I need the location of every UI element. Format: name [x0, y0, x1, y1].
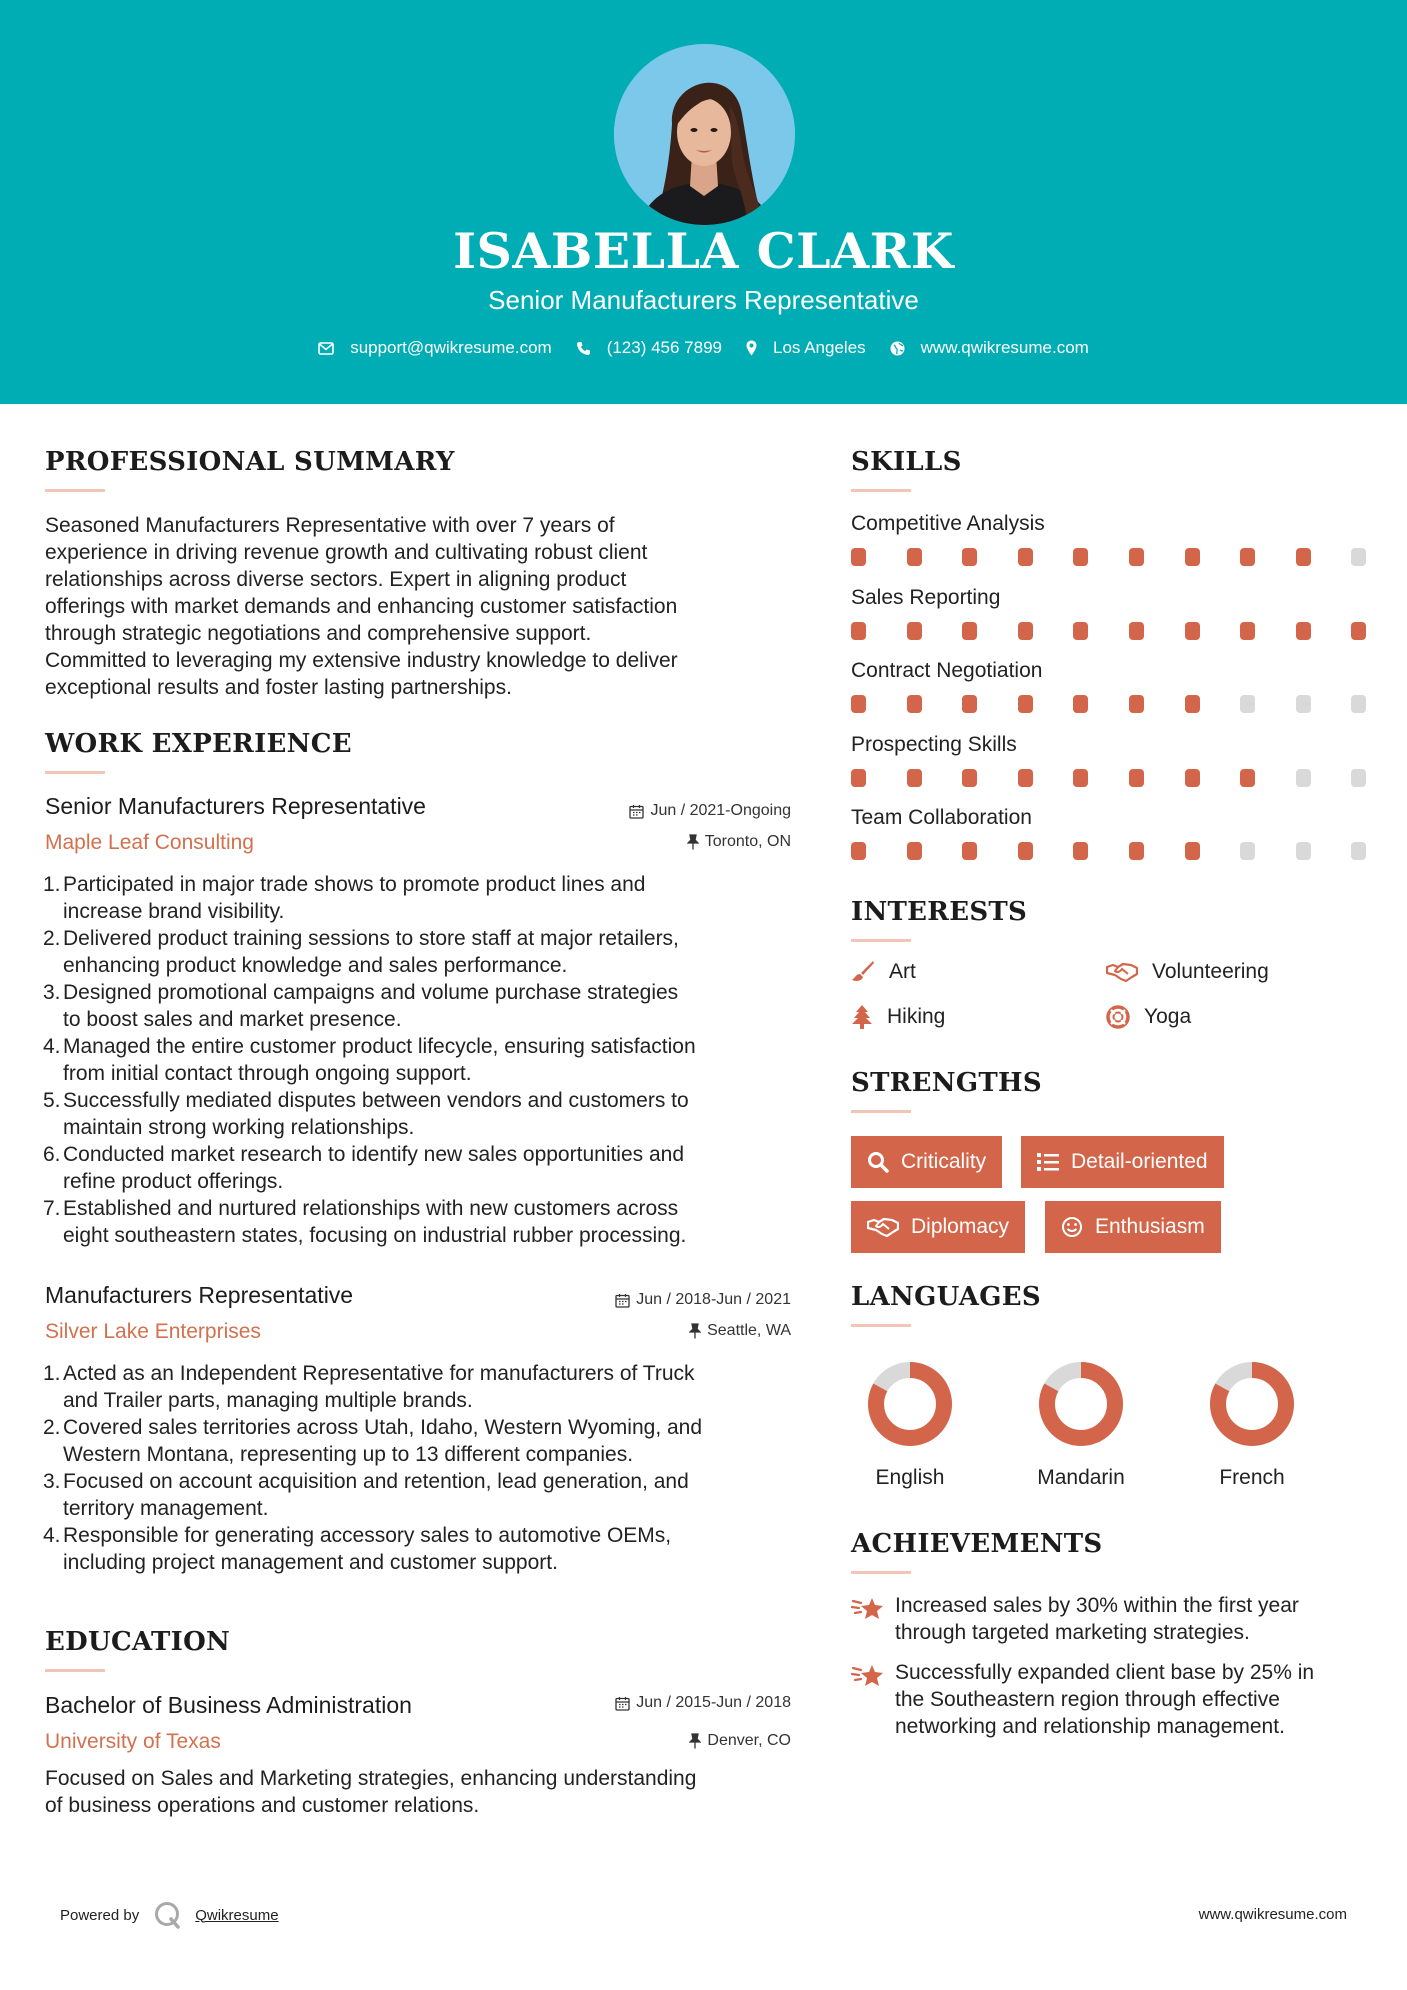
handshake-icon: [1106, 961, 1138, 983]
list-line: enhancing product knowledge and sales performance.: [63, 954, 568, 977]
achievement-line: networking and relationship management.: [895, 1715, 1285, 1738]
skill-name: Prospecting Skills: [851, 732, 1017, 756]
language-donut: [1218, 1370, 1286, 1438]
skill-dot: [1351, 548, 1366, 566]
phone-icon: [576, 341, 591, 356]
language-name: French: [1219, 1466, 1285, 1489]
language-proficiency-charts: [851, 1357, 1371, 1457]
strength-tag: [1021, 1136, 1224, 1188]
list-line: Responsible for generating accessory sales to automotive OEMs,: [63, 1524, 672, 1547]
school-name: University of Texas: [45, 1730, 221, 1753]
list-number: 4.: [43, 1035, 61, 1058]
skill-dot: [1351, 769, 1366, 787]
list-line: Designed promotional campaigns and volume purchase strategies: [63, 981, 679, 1004]
degree-title: Bachelor of Business Administration: [45, 1692, 412, 1718]
skill-dot: [1296, 622, 1311, 640]
list-line: maintain strong working relationships.: [63, 1116, 415, 1139]
list-line: to boost sales and market presence.: [63, 1008, 402, 1031]
skill-dot: [1129, 548, 1144, 566]
summary-text: [45, 512, 785, 701]
list-line: Western Montana, representing up to 13 different companies.: [63, 1443, 634, 1466]
strength-tag: [851, 1201, 1025, 1253]
list-item: [45, 1468, 805, 1522]
pushpin-icon: [689, 1733, 701, 1749]
skill-dot: [1240, 769, 1255, 787]
language-donut: [1047, 1370, 1115, 1438]
skills-heading: SKILLS: [851, 447, 962, 477]
skill-dot: [1018, 769, 1033, 787]
skill-dot: [851, 622, 866, 640]
skill-rating: [851, 842, 1365, 860]
list-item: [45, 925, 805, 979]
footer-website[interactable]: www.qwikresume.com: [1198, 1906, 1347, 1923]
education-dates: [615, 1694, 791, 1712]
skill-dot: [1296, 695, 1311, 713]
list-item: [45, 1522, 805, 1576]
tree-icon: [851, 1005, 873, 1029]
list-line: Covered sales territories across Utah, Idaho, Western Wyoming, and: [63, 1416, 703, 1439]
strength-tag: [1045, 1201, 1221, 1253]
education-dates-text: Jun / 2015-Jun / 2018: [636, 1694, 791, 1711]
achievement-line: Successfully expanded client base by 25% in: [895, 1661, 1315, 1684]
resume-header: [0, 0, 1407, 404]
footer-powered-by: [60, 1900, 279, 1930]
skill-dot: [1240, 622, 1255, 640]
list-icon: [1037, 1152, 1059, 1172]
strength-label: Detail-oriented: [1071, 1150, 1208, 1173]
list-number: 2.: [43, 927, 61, 950]
paintbrush-icon: [851, 960, 875, 984]
skill-dot: [1296, 842, 1311, 860]
achievement-line: the Southeastern region through effective: [895, 1688, 1280, 1711]
job-dates: [615, 1291, 791, 1309]
brand-link[interactable]: Qwikresume: [195, 1906, 279, 1924]
education-line: Focused on Sales and Marketing strategies, enhancing understanding: [45, 1767, 697, 1790]
skill-name: Contract Negotiation: [851, 659, 1043, 682]
list-line: Delivered product training sessions to store staff at major retailers,: [63, 927, 679, 950]
job-duties-list: [45, 1360, 805, 1576]
strengths-heading: STRENGTHS: [851, 1068, 1042, 1098]
interest-yoga: [1106, 1005, 1191, 1029]
skill-dot: [907, 769, 922, 787]
skill-rating: [851, 548, 1365, 566]
experience-heading: WORK EXPERIENCE: [45, 729, 352, 759]
list-item: [45, 1087, 805, 1141]
skill-dot: [851, 548, 866, 566]
skill-dot: [1296, 548, 1311, 566]
profile-photo: [614, 44, 795, 225]
list-item: [45, 1033, 805, 1087]
contact-bar: [0, 338, 1407, 358]
calendar-icon: [615, 1696, 630, 1711]
list-line: territory management.: [63, 1497, 269, 1520]
summary-heading-underline: [45, 489, 105, 492]
skill-dot: [1018, 695, 1033, 713]
summary-line: exceptional results and foster lasting partnerships.: [45, 676, 512, 699]
list-item: [45, 1360, 805, 1414]
skill-dot: [1296, 769, 1311, 787]
skill-dot: [1073, 695, 1088, 713]
interest-label: Yoga: [1144, 1005, 1192, 1028]
job-company: Maple Leaf Consulting: [45, 831, 254, 854]
handshake-icon: [867, 1216, 899, 1238]
list-line: Successfully mediated disputes between vendors and customers to: [63, 1089, 689, 1112]
candidate-name: ISABELLA CLARK: [453, 222, 954, 280]
summary-line: offerings with market demands and enhancing customer satisfaction: [45, 595, 678, 618]
achievements-heading-underline: [851, 1571, 911, 1574]
achievement-line: through targeted marketing strategies.: [895, 1621, 1250, 1644]
skill-dot: [1073, 622, 1088, 640]
globe-icon: [890, 341, 905, 356]
skill-dot: [907, 622, 922, 640]
summary-line: relationships across diverse sectors. Expert in aligning product: [45, 568, 627, 591]
job-company: Silver Lake Enterprises: [45, 1320, 261, 1343]
list-number: 2.: [43, 1416, 61, 1439]
list-line: refine product offerings.: [63, 1170, 284, 1193]
skill-name: Competitive Analysis: [851, 512, 1045, 535]
skill-name: Sales Reporting: [851, 585, 1001, 609]
job-dates: [629, 802, 791, 820]
skill-dot: [1185, 695, 1200, 713]
education-heading-underline: [45, 1669, 105, 1672]
powered-by-text: Powered by: [60, 1906, 140, 1924]
skill-dot: [1185, 842, 1200, 860]
summary-line: experience in driving revenue growth and cultivating robust client: [45, 541, 648, 564]
skill-dot: [851, 695, 866, 713]
interests-heading: INTERESTS: [851, 897, 1028, 927]
education-location: [689, 1732, 791, 1750]
skill-dot: [1240, 548, 1255, 566]
list-number: 3.: [43, 1470, 61, 1493]
pushpin-icon: [687, 834, 699, 850]
list-line: Established and nurtured relationships with new customers across: [63, 1197, 679, 1220]
life-ring-icon: [1106, 1005, 1130, 1029]
search-icon: [867, 1151, 889, 1173]
skill-dot: [1018, 842, 1033, 860]
email-text: support@qwikresume.com: [350, 338, 552, 357]
list-number: 3.: [43, 981, 61, 1004]
candidate-title: Senior Manufacturers Representative: [488, 285, 919, 315]
calendar-icon: [629, 804, 644, 819]
skill-dot: [1185, 548, 1200, 566]
phone-text: (123) 456 7899: [606, 338, 723, 357]
shooting-star-icon: [851, 1661, 885, 1689]
list-item: [45, 1414, 805, 1468]
contact-phone[interactable]: [576, 338, 722, 358]
interest-label: Volunteering: [1152, 960, 1269, 983]
interest-volunteering: [1106, 960, 1269, 984]
contact-location: [746, 338, 866, 358]
strength-tag: [851, 1136, 1002, 1188]
education-heading: EDUCATION: [45, 1627, 231, 1657]
strengths-heading-underline: [851, 1110, 911, 1113]
skill-dot: [907, 842, 922, 860]
smile-icon: [1061, 1216, 1083, 1238]
map-pin-icon: [746, 340, 757, 356]
list-line: including project management and customer support.: [63, 1551, 558, 1574]
skill-dot: [1351, 842, 1366, 860]
list-line: increase brand visibility.: [63, 900, 285, 923]
list-number: 1.: [43, 1362, 61, 1385]
skill-dot: [962, 622, 977, 640]
skill-name: Team Collaboration: [851, 806, 1032, 829]
list-number: 4.: [43, 1524, 61, 1547]
contact-email[interactable]: [318, 338, 552, 358]
language-name: Mandarin: [1037, 1466, 1125, 1489]
skill-dot: [1240, 695, 1255, 713]
list-item: [45, 979, 805, 1033]
skill-dot: [1018, 622, 1033, 640]
strength-label: Diplomacy: [911, 1215, 1010, 1238]
languages-heading-underline: [851, 1324, 911, 1327]
list-item: [45, 1195, 805, 1249]
person-portrait-icon: [614, 44, 795, 225]
achievement-line: Increased sales by 30% within the first year: [895, 1594, 1299, 1617]
list-line: Managed the entire customer product lifecycle, ensuring satisfaction: [63, 1035, 696, 1058]
summary-heading: PROFESSIONAL SUMMARY: [45, 447, 455, 477]
education-description: [45, 1765, 805, 1819]
skill-dot: [1018, 548, 1033, 566]
job-location: [687, 833, 791, 851]
list-line: Focused on account acquisition and retention, lead generation, and: [63, 1470, 689, 1493]
achievements-heading: ACHIEVEMENTS: [851, 1529, 1103, 1559]
list-line: Acted as an Independent Representative for manufacturers of Truck: [63, 1362, 695, 1385]
strength-label: Criticality: [901, 1150, 987, 1173]
languages-heading: LANGUAGES: [851, 1282, 1041, 1312]
location-text: Los Angeles: [773, 338, 866, 357]
skill-dot: [1351, 622, 1366, 640]
job-location-text: Seattle, WA: [707, 1322, 791, 1339]
skill-dot: [1129, 622, 1144, 640]
job-dates-text: Jun / 2021-Ongoing: [650, 802, 791, 819]
skill-dot: [1129, 842, 1144, 860]
experience-heading-underline: [45, 771, 105, 774]
list-line: Participated in major trade shows to promote product lines and: [63, 873, 646, 896]
list-item: [45, 871, 805, 925]
language-donut: [876, 1370, 944, 1438]
summary-line: Committed to leveraging my extensive industry knowledge to deliver: [45, 649, 678, 672]
list-number: 5.: [43, 1089, 61, 1112]
skill-dot: [1073, 842, 1088, 860]
interest-hiking: [851, 1005, 945, 1029]
list-line: Conducted market research to identify new sales opportunities and: [63, 1143, 685, 1166]
skill-dot: [1129, 695, 1144, 713]
job-location-text: Toronto, ON: [704, 833, 791, 850]
list-line: eight southeastern states, focusing on industrial rubber processing.: [63, 1224, 687, 1247]
summary-line: through strategic negotiations and comprehensive support.: [45, 622, 592, 645]
achievement-item: [851, 1592, 1371, 1646]
skill-dot: [851, 842, 866, 860]
shooting-star-icon: [851, 1594, 885, 1622]
skill-dot: [1185, 622, 1200, 640]
list-item: [45, 1141, 805, 1195]
skill-rating: [851, 769, 1365, 787]
website-text: www.qwikresume.com: [920, 338, 1089, 357]
skill-dot: [907, 695, 922, 713]
interest-label: Art: [889, 960, 916, 983]
list-number: 1.: [43, 873, 61, 896]
list-number: 7.: [43, 1197, 61, 1220]
skill-dot: [1351, 695, 1366, 713]
skill-dot: [962, 695, 977, 713]
skill-dot: [1240, 842, 1255, 860]
achievement-item: [851, 1659, 1371, 1740]
list-number: 6.: [43, 1143, 61, 1166]
strength-label: Enthusiasm: [1095, 1215, 1205, 1238]
skill-dot: [1129, 769, 1144, 787]
list-line: from initial contact through ongoing support.: [63, 1062, 472, 1085]
job-dates-text: Jun / 2018-Jun / 2021: [636, 1291, 791, 1308]
job-title: Senior Manufacturers Representative: [45, 793, 426, 819]
skill-dot: [962, 548, 977, 566]
job-title: Manufacturers Representative: [45, 1282, 354, 1308]
language-name: English: [875, 1466, 945, 1489]
skill-dot: [962, 842, 977, 860]
envelope-icon: [318, 342, 334, 355]
interest-art: [851, 960, 916, 984]
skill-rating: [851, 622, 1365, 640]
skill-dot: [962, 769, 977, 787]
pushpin-icon: [689, 1323, 701, 1339]
qwikresume-logo-icon: [153, 1900, 183, 1930]
calendar-icon: [615, 1293, 630, 1308]
skills-heading-underline: [851, 489, 911, 492]
skill-dot: [1185, 769, 1200, 787]
skill-dot: [1073, 548, 1088, 566]
education-line: of business operations and customer relations.: [45, 1794, 480, 1817]
contact-website[interactable]: [890, 338, 1089, 358]
interests-heading-underline: [851, 939, 911, 942]
skill-dot: [907, 548, 922, 566]
skill-rating: [851, 695, 1365, 713]
list-line: and Trailer parts, managing multiple brands.: [63, 1389, 473, 1412]
job-duties-list: [45, 871, 805, 1249]
skill-dot: [1073, 769, 1088, 787]
skill-dot: [851, 769, 866, 787]
summary-line: Seasoned Manufacturers Representative with over 7 years of: [45, 514, 615, 537]
job-location: [689, 1322, 791, 1340]
education-location-text: Denver, CO: [707, 1732, 791, 1749]
interest-label: Hiking: [887, 1005, 946, 1028]
